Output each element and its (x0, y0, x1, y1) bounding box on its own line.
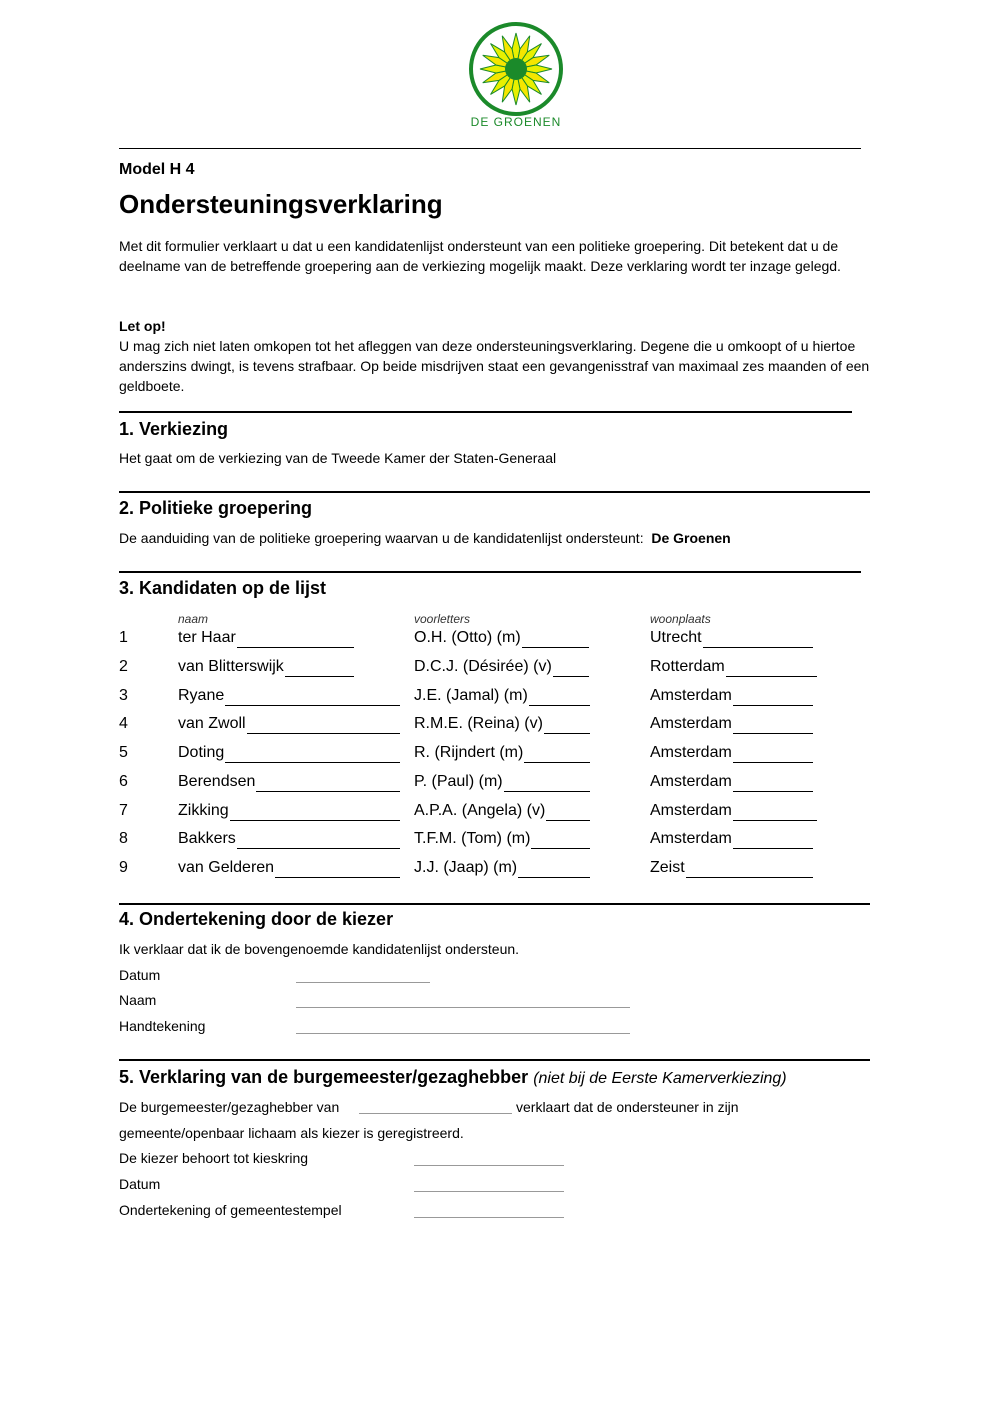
section-divider (119, 571, 861, 573)
mayor-signature-field[interactable] (414, 1217, 564, 1218)
candidate-city: Amsterdam (650, 715, 732, 732)
candidate-underline (230, 820, 400, 821)
date-field[interactable] (296, 982, 430, 983)
candidate-name: van Gelderen (178, 859, 275, 876)
section-divider (119, 411, 852, 413)
warning-text: U mag zich niet laten omkopen tot het afleggen van deze ondersteuningsverklaring. Degene die u omkoopt of u hiertoe anderszins dwingt, is tevens strafbaar. Op beide misdrijven staat een gevangenisstraf van maximaal zes maanden of een geldboete. (119, 338, 870, 394)
candidate-initials: R. (Rijndert (m) (414, 744, 524, 761)
name-field[interactable] (296, 1007, 630, 1008)
candidate-name: Doting (178, 744, 225, 761)
candidate-city: Zeist (650, 859, 685, 876)
section5-note: (niet bij de Eerste Kamerverkiezing) (533, 1070, 787, 1087)
column-header-woonplaats: woonplaats (650, 612, 711, 626)
section4-text: Ik verklaar dat ik de bovengenoemde kandidatenlijst ondersteun. (119, 941, 520, 957)
section-divider (119, 903, 870, 905)
candidate-underline (726, 676, 817, 677)
mayor-statement-post: verklaart dat de ondersteuner in zijn (516, 1099, 739, 1115)
page-title: Ondersteuningsverklaring (119, 189, 443, 219)
candidate-name: Zikking (178, 802, 229, 819)
candidate-underline (275, 877, 400, 878)
date-label: Datum (119, 967, 161, 983)
candidate-name: Bakkers (178, 830, 236, 847)
intro-paragraph: Met dit formulier verklaart u dat u een kandidatenlijst ondersteunt van een politieke groepering. Dit betekent dat u de deelname van de betreffende groepering aan de verkiezing mogelijk maakt. Deze verklaring wordt ter inzage gelegd. (119, 238, 841, 274)
party-name: De Groenen (651, 530, 731, 546)
candidate-number: 9 (119, 859, 128, 876)
candidate-underline (237, 647, 354, 648)
candidate-underline (733, 820, 817, 821)
candidate-initials: J.J. (Jaap) (m) (414, 859, 518, 876)
candidate-number: 6 (119, 773, 128, 790)
section5-title (119, 1067, 787, 1088)
candidate-underline (256, 791, 400, 792)
candidate-city: Amsterdam (650, 802, 732, 819)
candidate-city: Rotterdam (650, 658, 725, 675)
sunflower-logo-icon (468, 21, 564, 117)
candidate-underline (733, 733, 813, 734)
signature-field[interactable] (296, 1033, 630, 1034)
section2-text (119, 530, 731, 546)
candidate-underline (733, 848, 813, 849)
section-divider (119, 491, 870, 493)
candidate-underline (733, 705, 813, 706)
candidate-initials: T.F.M. (Tom) (m) (414, 830, 531, 847)
candidate-number: 8 (119, 830, 128, 847)
section-divider (119, 1059, 870, 1061)
municipality-field[interactable] (359, 1113, 512, 1114)
header-divider (119, 148, 861, 149)
column-header-voorletters: voorletters (414, 612, 471, 626)
section1-text: Het gaat om de verkiezing van de Tweede Kamer der Staten-Generaal (119, 450, 557, 466)
candidate-city: Amsterdam (650, 687, 732, 704)
name-label: Naam (119, 992, 157, 1008)
candidate-city: Utrecht (650, 629, 702, 646)
candidate-initials: A.P.A. (Angela) (v) (414, 802, 546, 819)
candidate-city: Amsterdam (650, 830, 732, 847)
candidate-initials: P. (Paul) (m) (414, 773, 503, 790)
mayor-date-field[interactable] (414, 1191, 564, 1192)
candidate-number: 5 (119, 744, 128, 761)
candidate-city: Amsterdam (650, 744, 732, 761)
candidate-underline (522, 647, 589, 648)
section2-title: 2. Politieke groepering (119, 498, 313, 518)
candidate-name: van Blitterswijk (178, 658, 284, 675)
warning-heading: Let op! (119, 318, 166, 334)
section1-title: 1. Verkiezing (119, 419, 229, 439)
candidate-underline (504, 791, 590, 792)
candidate-number: 2 (119, 658, 128, 675)
mayor-statement-pre: De burgemeester/gezaghebber van (119, 1099, 340, 1115)
candidate-underline (225, 762, 400, 763)
candidate-number: 3 (119, 687, 128, 704)
candidate-underline (518, 877, 590, 878)
candidate-number: 7 (119, 802, 128, 819)
column-header-naam: naam (178, 612, 209, 626)
candidate-underline (733, 791, 813, 792)
candidate-name: ter Haar (178, 629, 236, 646)
kieskring-field[interactable] (414, 1165, 564, 1166)
candidate-number: 1 (119, 629, 128, 646)
candidate-underline (247, 733, 400, 734)
candidate-underline (237, 848, 400, 849)
section5-title-text: 5. Verklaring van de burgemeester/gezaghebber (119, 1067, 529, 1087)
candidate-underline (733, 762, 813, 763)
candidate-initials: O.H. (Otto) (m) (414, 629, 521, 646)
section3-title: 3. Kandidaten op de lijst (119, 578, 327, 598)
model-label: Model H 4 (119, 161, 195, 178)
candidate-underline (529, 705, 590, 706)
candidate-initials: D.C.J. (Désirée) (v) (414, 658, 552, 675)
mayor-date-label: Datum (119, 1176, 161, 1192)
candidate-initials: J.E. (Jamal) (m) (414, 687, 528, 704)
kieskring-label: De kiezer behoort tot kieskring (119, 1150, 309, 1166)
mayor-statement-line2: gemeente/openbaar lichaam als kiezer is geregistreerd. (119, 1125, 464, 1141)
candidate-city: Amsterdam (650, 773, 732, 790)
logo-text: DE GROENEN (470, 115, 562, 129)
section2-label: De aanduiding van de politieke groepering waarvan u de kandidatenlijst ondersteunt: (119, 530, 644, 546)
candidate-underline (703, 647, 813, 648)
candidate-initials: R.M.E. (Reina) (v) (414, 715, 543, 732)
candidate-number: 4 (119, 715, 128, 732)
candidate-underline (553, 676, 589, 677)
candidate-name: van Zwoll (178, 715, 246, 732)
candidate-underline (686, 877, 813, 878)
signature-label: Handtekening (119, 1018, 206, 1034)
candidate-underline (524, 762, 590, 763)
candidate-underline (544, 733, 590, 734)
candidate-name: Berendsen (178, 773, 256, 790)
mayor-signature-label: Ondertekening of gemeentestempel (119, 1202, 342, 1218)
candidate-underline (531, 848, 590, 849)
candidate-name: Ryane (178, 687, 225, 704)
candidate-underline (546, 820, 590, 821)
candidate-underline (285, 676, 354, 677)
section4-title: 4. Ondertekening door de kiezer (119, 909, 394, 929)
candidate-underline (225, 705, 400, 706)
